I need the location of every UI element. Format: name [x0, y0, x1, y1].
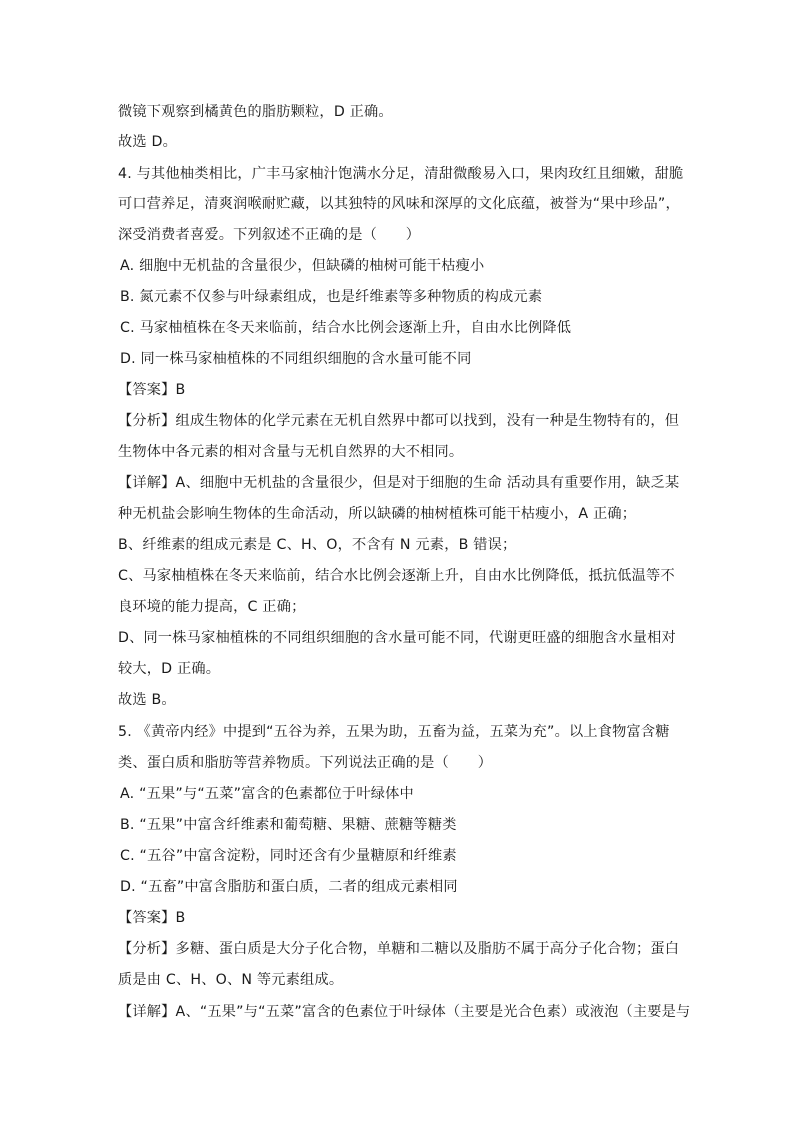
text-line: 故选 B。	[118, 692, 176, 708]
option-b: B. “五果”中富含纤维素和葡萄糖、果糖、蔗糖等糖类	[120, 817, 457, 833]
text-line: 较大，D 正确。	[118, 661, 221, 677]
text-line: 种无机盐会影响生物体的生命活动，所以缺磷的柚树植株可能干枯瘦小，A 正确；	[118, 506, 637, 522]
text-line: 质是由 C、H、O、N 等元素组成。	[118, 972, 344, 988]
analysis-text: 【分析】多糖、蛋白质是大分子化合物，单糖和二糖以及脂肪不属于高分子化合物；蛋白	[118, 941, 680, 957]
detail-text: 【详解】A、细胞中无机盐的含量很少，但是对于细胞的生命 活动具有重要作用，缺乏某	[118, 475, 680, 491]
option-d: D. 同一株马家柚植株的不同组织细胞的含水量可能不同	[120, 351, 472, 367]
text-line: D、同一株马家柚植株的不同组织细胞的含水量可能不同，代谢更旺盛的细胞含水量相对	[118, 630, 676, 646]
text-line: 生物体中各元素的相对含量与无机自然界的大不相同。	[118, 444, 464, 460]
text-line: 深受消费者喜爱。下列叙述不正确的是（ ）	[118, 227, 421, 243]
analysis-text: 【分析】组成生物体的化学元素在无机自然界中都可以找到，没有一种是生物特有的，但	[118, 413, 680, 429]
answer-label: 【答案】B	[118, 382, 186, 398]
text-line: 微镜下观察到橘黄色的脂肪颗粒，D 正确。	[118, 104, 393, 120]
answer-label: 【答案】B	[118, 910, 186, 926]
question-4-stem: 4. 与其他柚类相比，广丰马家柚汁饱满水分足，清甜微酸易入口，果肉玫红且细嫩，甜脆	[118, 166, 684, 182]
text-line: B、纤维素的组成元素是 C、H、O，不含有 N 元素，B 错误；	[118, 537, 517, 553]
question-5-stem: 5. 《黄帝内经》中提到“五谷为养，五果为助，五畜为益，五菜为充”。以上食物富含糖	[118, 724, 670, 740]
option-b: B. 氮元素不仅参与叶绿素组成，也是纤维素等多种物质的构成元素	[120, 289, 543, 305]
option-c: C. 马家柚植株在冬天来临前，结合水比例会逐渐上升，自由水比例降低	[120, 320, 572, 336]
option-c: C. “五谷”中富含淀粉，同时还含有少量糖原和纤维素	[120, 848, 457, 864]
text-line: 良环境的能力提高，C 正确；	[118, 599, 306, 615]
text-line: 故选 D。	[118, 134, 177, 150]
detail-text: 【详解】A、“五果”与“五菜”富含的色素位于叶绿体（主要是光合色素）或液泡（主要是与	[118, 1004, 691, 1020]
text-line: 可口营养足，清爽润喉耐贮藏，以其独特的风味和深厚的文化底蕴，被誉为“果中珍品”，	[118, 196, 680, 212]
option-a: A. 细胞中无机盐的含量很少，但缺磷的柚树可能干枯瘦小	[120, 258, 485, 274]
text-line: C、马家柚植株在冬天来临前，结合水比例会逐渐上升，自由水比例降低，抵抗低温等不	[118, 568, 675, 584]
option-a: A. “五果”与“五菜”富含的色素都位于叶绿体中	[120, 786, 414, 802]
text-line: 类、蛋白质和脂肪等营养物质。下列说法正确的是（ ）	[118, 755, 493, 771]
option-d: D. “五畜”中富含脂肪和蛋白质，二者的组成元素相同	[120, 879, 458, 895]
